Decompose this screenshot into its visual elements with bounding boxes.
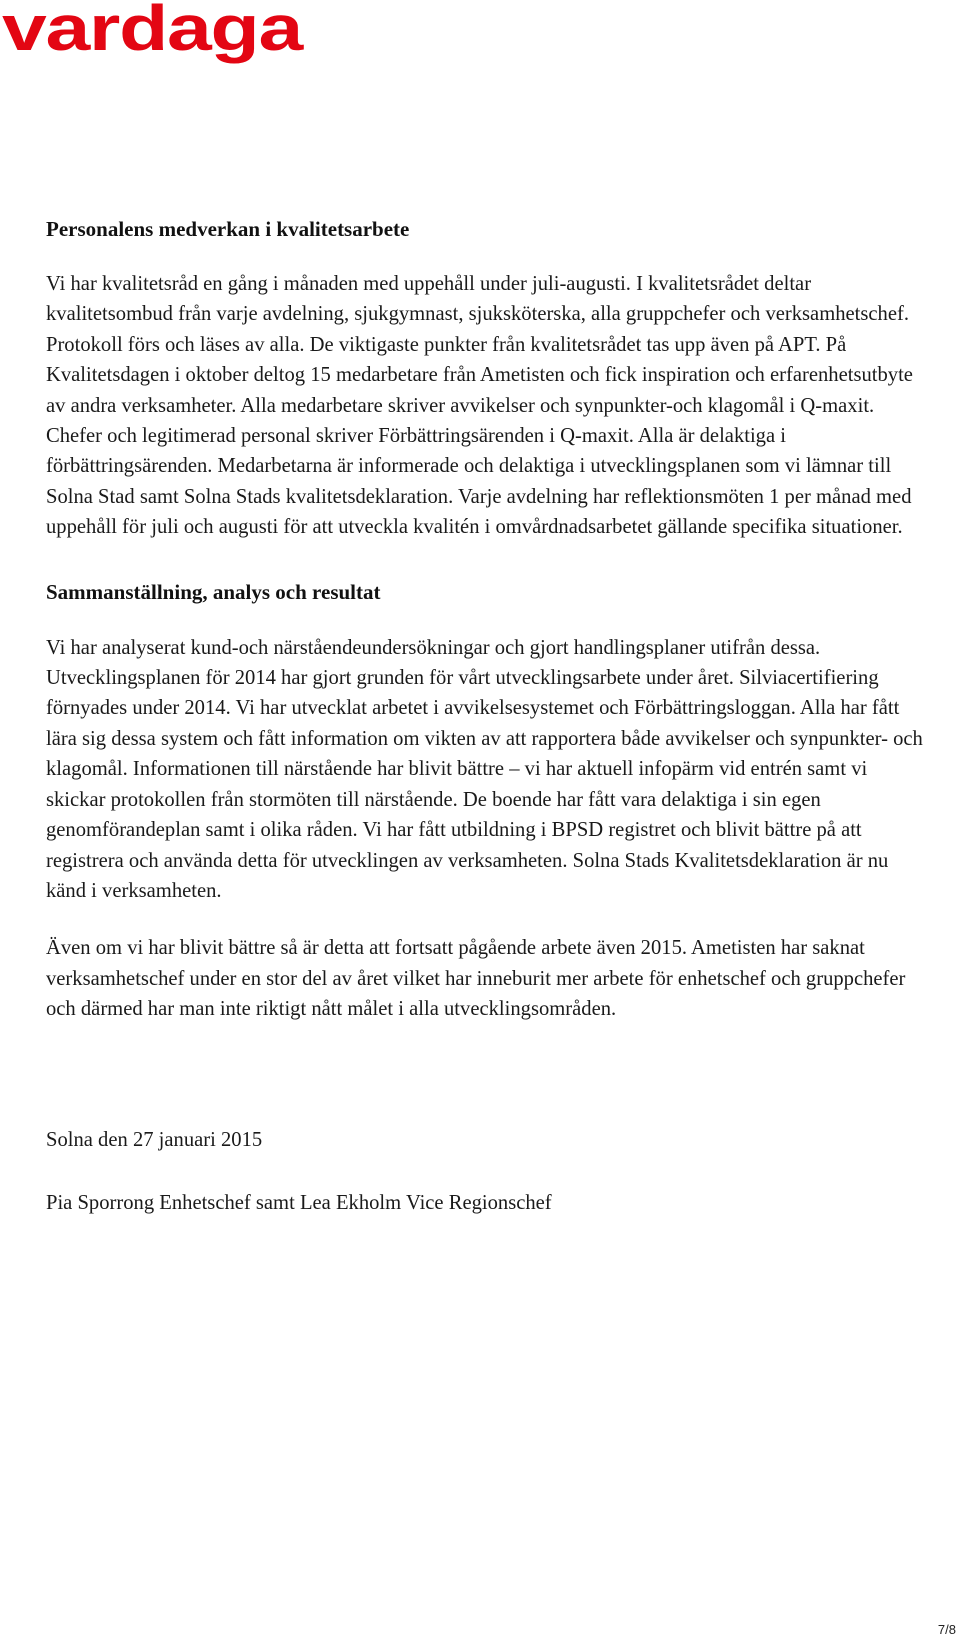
section-body-personnel: Vi har kvalitetsråd en gång i månaden med uppehåll under juli-augusti. I kvalitetsrådet deltar kvalitetsombud från varje avdelning, sjukgymnast, sjuksköterska, alla gruppchefer och verksamhetschef. Protokoll förs och läses av alla. De viktigaste punkter från kvalitetsrådet tas upp även på APT. På Kvalitetsdagen i oktober deltog 15 medarbetare från Ametisten och fick inspiration och erfarenhetsutbyte av andra verksamheter. Alla medarbetare skriver avvikelser och synpunkter-och klagomål i Q-maxit. Chefer och legitimerad personal skriver Förbättringsärenden i Q-maxit. Alla är delaktiga i förbättringsärenden. Medarbetarna är informerade och delaktiga i utvecklingsplanen som vi lämnar till Solna Stad samt Solna Stads kvalitetsdeklaration. Varje avdelning har reflektionsmöten 1 per månad med uppehåll för juli och augusti för att utveckla kvalitén i omvårdnadsarbetet gällande specifika situationer. (46, 273, 913, 539)
closing-signatories: Pia Sporrong Enhetschef samt Lea Ekholm Vice Regionschef (46, 1191, 552, 1214)
document-body (46, 214, 926, 1218)
analysis-paragraph-2: Även om vi har blivit bättre så är detta att fortsatt pågående arbete även 2015. Ametisten har saknat verksamhetschef under en stor del av året vilket har inneburit mer arbete för enhetschef och gruppchefer och därmed har man inte riktigt nått målet i alla utvecklingsområden. (46, 937, 906, 1021)
logo-text: vardaga (2, 0, 304, 64)
analysis-paragraph-1: Vi har analyserat kund-och närståendeundersökningar och gjort handlingsplaner utifrån dessa. Utvecklingsplanen för 2014 har gjort grunden för vårt utvecklingsarbete under året. Silviacertifiering förnyades under 2014. Vi har utvecklat arbetet i avvikelsesystemet och Förbättringsloggan. Alla har fått lära sig dessa system och fått information om vikten av att rapportera både avvikelser och synpunkter- och klagomål. Informationen till närstående har blivit bättre – vi har aktuell infopärm vid entrén samt vi skickar protokollen från stormöten till närstående. De boende har fått vara delaktiga i sin egen genomförandeplan samt i olika råden. Vi har fått utbildning i BPSD registret och blivit bättre på att registrera och använda detta för utvecklingen av verksamheten. Solna Stads Kvalitetsdeklaration är nu känd i verksamheten. (46, 636, 923, 902)
section-title-analysis: Sammanställning, analys och resultat (46, 579, 381, 604)
section-title-personnel: Personalens medverkan i kvalitetsarbete (46, 217, 410, 241)
vardaga-logo-icon (2, 0, 312, 92)
closing-date: Solna den 27 januari 2015 (46, 1128, 263, 1151)
page-number: 7/8 (937, 1622, 956, 1637)
